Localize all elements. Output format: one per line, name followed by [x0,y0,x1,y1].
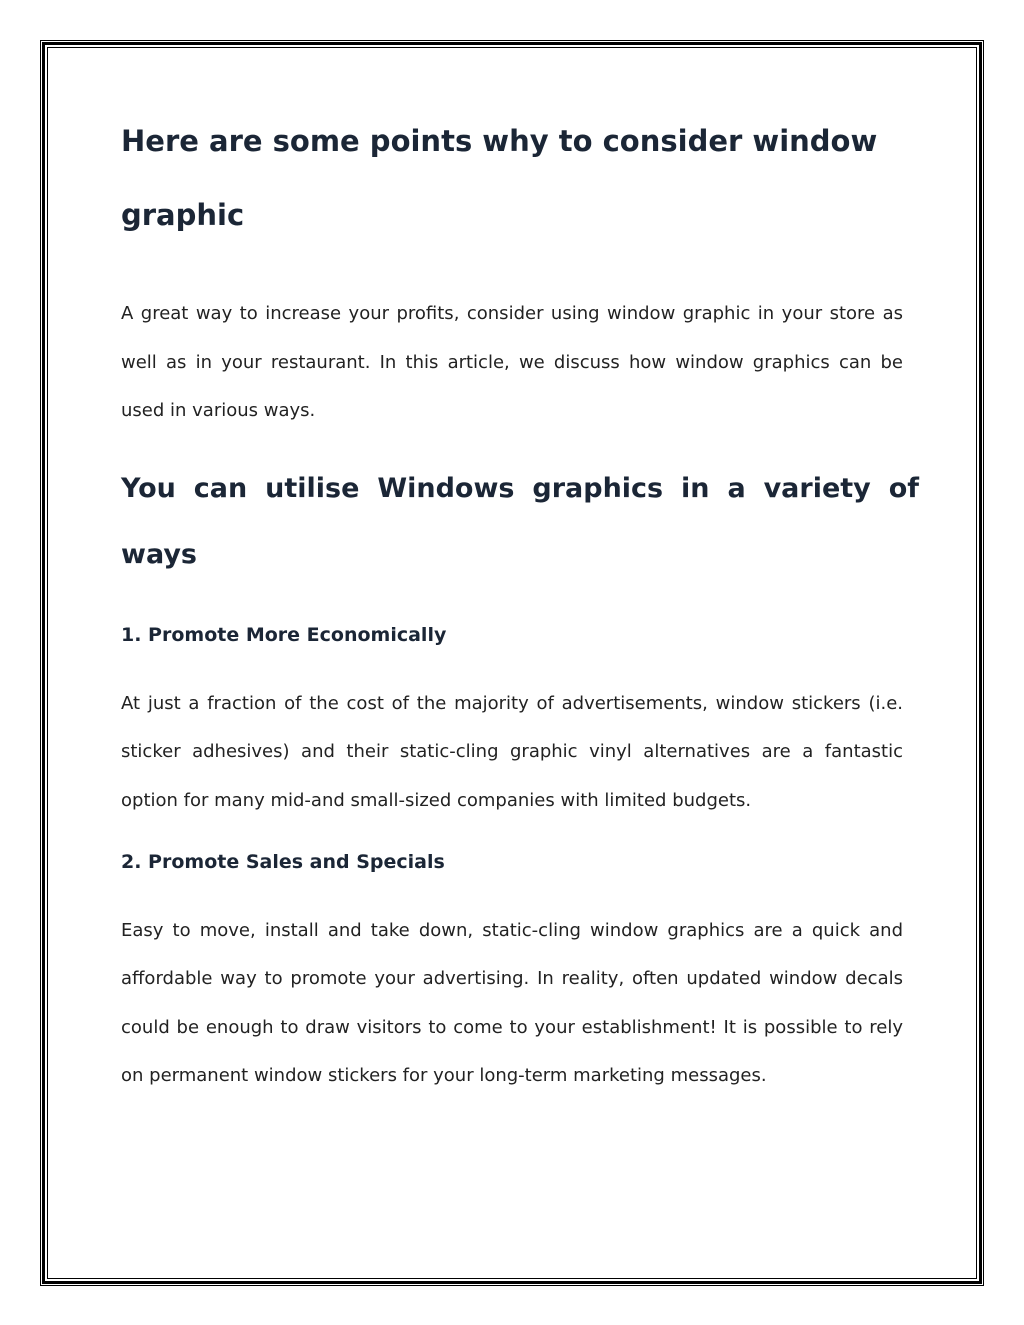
document-body [121,100,919,1101]
intro-paragraph: A great way to increase your profits, consider using window graphic in your store as well as in your restaurant. In this article, we discuss how window graphics can be used in various ways. [121,303,903,422]
section-heading: You can utilise Windows graphics in a variety of ways [121,472,919,570]
point-text-2: Easy to move, install and take down, static-cling window graphics are a quick and affordable way to promote your advertising. In reality, often updated window decals could be enough to draw visitors to come to your establishment! It is possible to rely on permanent window stickers for your long-term marketing messages. [121,919,903,1087]
point-heading-1: 1. Promote More Economically [121,623,447,646]
document-title: Here are some points why to consider window graphic [121,124,878,232]
point-text-1: At just a fraction of the cost of the majority of advertisements, window stickers (i.e. sticker adhesives) and their static-cling graphic vinyl alternatives are a fantastic option for many mid-and small-sized companies with limited budgets. [121,692,903,811]
point-heading-2: 2. Promote Sales and Specials [121,850,445,873]
